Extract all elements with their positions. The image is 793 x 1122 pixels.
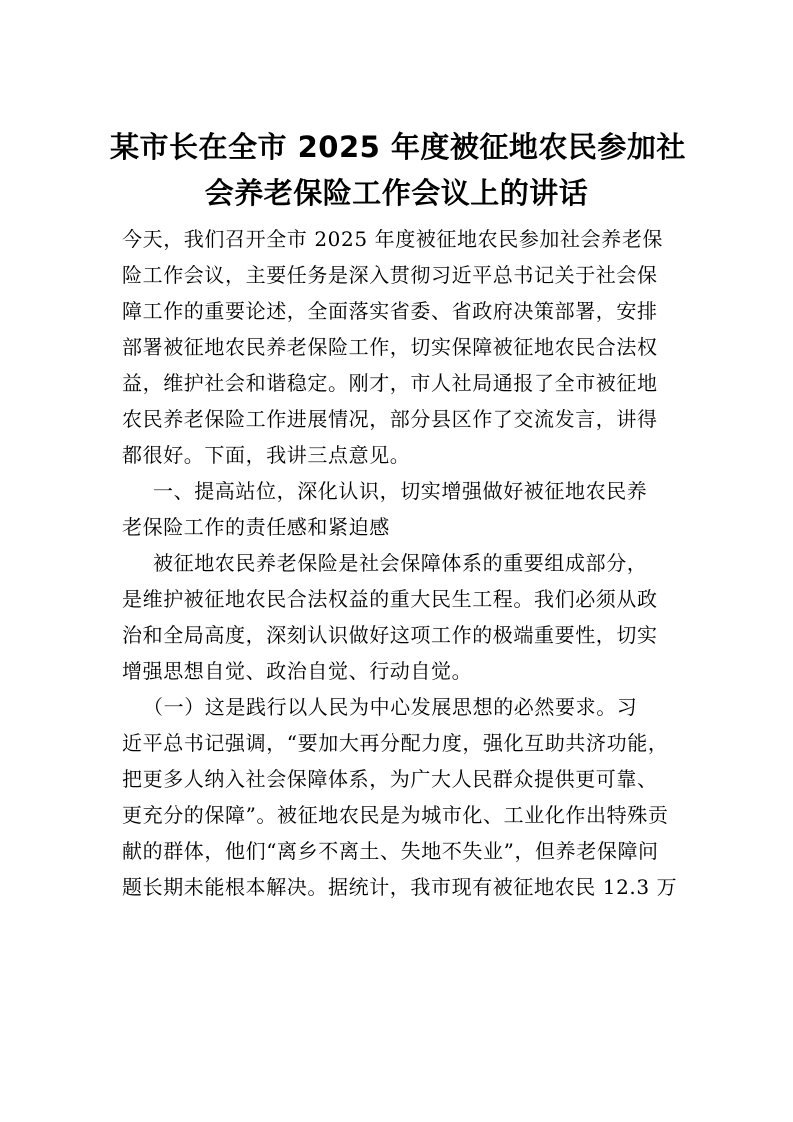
text-line: 把更多人纳入社会保障体系，为广大人民群众提供更可靠、 xyxy=(122,767,658,791)
text-line: 献的群体，他们“离乡不离土、失地不失业”，但养老保障问 xyxy=(122,839,659,863)
text-line: 农民养老保险工作进展情况，部分县区作了交流发言，讲得 xyxy=(122,407,658,431)
text-line: 一、提高站位，深化认识，切实增强做好被征地农民养 xyxy=(153,479,648,503)
text-line: 更充分的保障”。被征地农民是为城市化、工业化作出特殊贡 xyxy=(122,803,669,827)
paragraph-section-1 xyxy=(122,545,674,689)
text-line: 都很好。下面，我讲三点意见。 xyxy=(122,443,411,467)
text-line: 益，维护社会和谐稳定。刚才，市人社局通报了全市被征地 xyxy=(122,371,658,395)
text-line: 题长期未能根本解决。据统计，我市现有被征地农民 12.3 万 xyxy=(122,875,678,899)
text-line: 险工作会议，主要任务是深入贯彻习近平总书记关于社会保 xyxy=(122,263,658,287)
title-line-1: 某市长在全市 2025 年度被征地农民参加社 xyxy=(110,130,686,164)
title-line-2: 会养老保险工作会议上的讲话 xyxy=(204,176,589,210)
text-line: 增强思想自觉、政治自觉、行动自觉。 xyxy=(122,659,473,683)
text-line: 老保险工作的责任感和紧迫感 xyxy=(122,515,390,539)
text-line: 治和全局高度，深刻认识做好这项工作的极端重要性，切实 xyxy=(122,623,658,647)
document-title xyxy=(110,124,686,216)
text-line: 近平总书记强调，“要加大再分配力度，强化互助共济功能， xyxy=(122,731,669,755)
text-line: 部署被征地农民养老保险工作，切实保障被征地农民合法权 xyxy=(122,335,658,359)
document-body xyxy=(122,221,678,905)
text-line: （一）这是践行以人民为中心发展思想的必然要求。习 xyxy=(143,695,638,719)
text-line: 障工作的重要论述，全面落实省委、省政府决策部署，安排 xyxy=(122,299,658,323)
paragraph-intro xyxy=(122,221,674,473)
text-line: 今天，我们召开全市 2025 年度被征地农民参加社会养老保 xyxy=(122,227,664,251)
paragraph-subsection-1 xyxy=(122,689,678,905)
text-line: 是维护被征地农民合法权益的重大民生工程。我们必须从政 xyxy=(122,587,658,611)
section-heading-1 xyxy=(122,473,674,545)
text-line: 被征地农民养老保险是社会保障体系的重要组成部分， xyxy=(153,551,648,575)
